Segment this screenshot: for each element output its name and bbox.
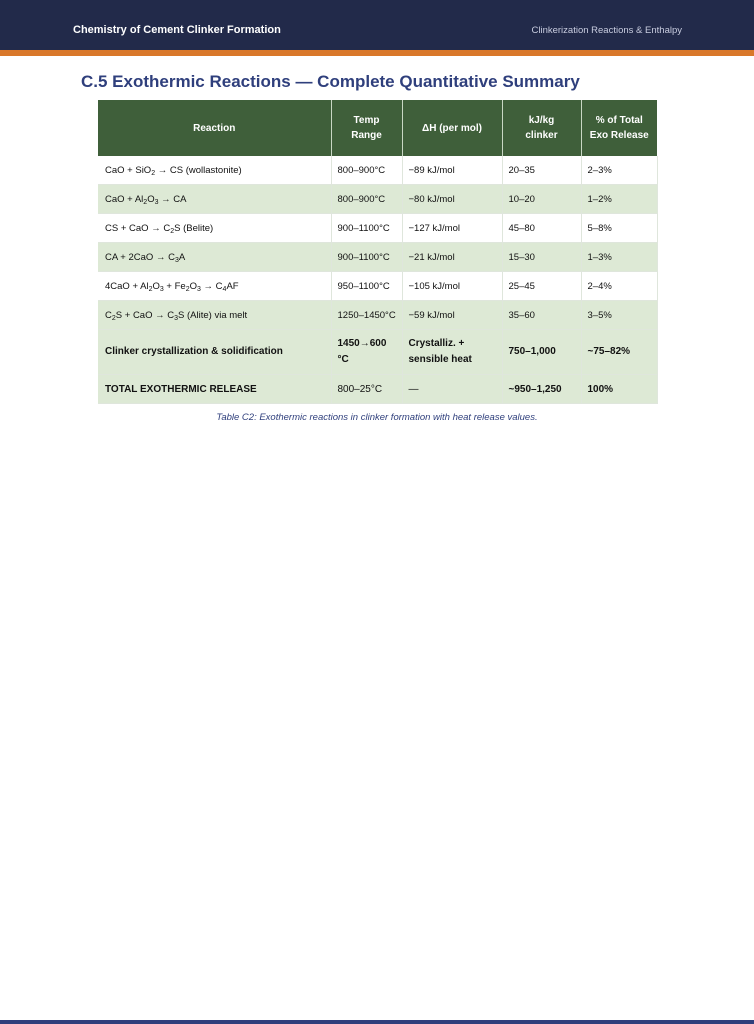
subscript: 2 [170, 227, 175, 235]
subscript: 3 [174, 256, 179, 264]
column-header-percent-total: % of Total Exo Release [581, 100, 657, 156]
subscript: 2 [148, 285, 153, 293]
total-row [98, 375, 657, 404]
cell-kj-per-kg: 45–80 [502, 214, 581, 243]
cell-temp: 800–900°C [331, 156, 402, 185]
column-header-reaction: Reaction [98, 100, 331, 156]
cell-reaction: $C_2S$ + CaO → $C_3S$ (Alite) via melt [98, 301, 331, 330]
cell-temp: 900–1100°C [331, 243, 402, 272]
header-subtitle: Clinkerization Reactions & Enthalpy [531, 25, 682, 36]
cell-temp: 800–900°C [331, 185, 402, 214]
crystallization-row [98, 330, 657, 375]
cell-delta-h: Crystalliz. + sensible heat [402, 330, 502, 375]
cell-temp: 800–25°C [331, 375, 402, 404]
cell-percent: 2–4% [581, 272, 657, 301]
cell-percent: 1–2% [581, 185, 657, 214]
cell-temp: 950–1100°C [331, 272, 402, 301]
cell-delta-h: −59 kJ/mol [402, 301, 502, 330]
section-title: C.5 Exothermic Reactions — Complete Quantitative Summary [81, 72, 580, 91]
cell-kj-per-kg: ~950–1,250 [502, 375, 581, 404]
table-row [98, 301, 657, 330]
cell-kj-per-kg: 35–60 [502, 301, 581, 330]
subscript: 2 [143, 198, 148, 206]
subscript: 3 [174, 314, 179, 322]
cell-percent: 3–5% [581, 301, 657, 330]
subscript: 3 [154, 198, 159, 206]
table-caption: Table C2: Exothermic reactions in clinker formation with heat release values. [216, 412, 538, 423]
cell-reaction: CaO + $Al_2O_3$ → CA [98, 185, 331, 214]
cell-percent: 5–8% [581, 214, 657, 243]
table-header-row [98, 100, 657, 156]
cell-percent: 100% [581, 375, 657, 404]
cell-percent: 1–3% [581, 243, 657, 272]
cell-percent: 2–3% [581, 156, 657, 185]
cell-reaction: TOTAL EXOTHERMIC RELEASE [98, 375, 331, 404]
table-row [98, 214, 657, 243]
subscript: 2 [111, 314, 116, 322]
column-header-kj-per-kg: kJ/kg clinker [502, 100, 581, 156]
cell-kj-per-kg: 20–35 [502, 156, 581, 185]
cell-temp: 900–1100°C [331, 214, 402, 243]
exothermic-reactions-table [98, 100, 658, 404]
cell-kj-per-kg: 25–45 [502, 272, 581, 301]
cell-kj-per-kg: 15–30 [502, 243, 581, 272]
subscript: 4 [222, 285, 227, 293]
subscript: 2 [151, 169, 156, 177]
cell-delta-h: −127 kJ/mol [402, 214, 502, 243]
cell-temp: 1450→600 °C [331, 330, 402, 375]
column-header-temp-range: Temp Range [331, 100, 402, 156]
cell-reaction: CaO + SiO$_2$ → CS (wollastonite) [98, 156, 331, 185]
cell-delta-h: −21 kJ/mol [402, 243, 502, 272]
cell-delta-h: — [402, 375, 502, 404]
cell-reaction: $4CaO + Al_2O_3 + Fe_2O_3 \to C_4AF$ [98, 272, 331, 301]
table-row [98, 156, 657, 185]
table-row [98, 272, 657, 301]
cell-reaction: CS + CaO → $C_2S$ (Belite) [98, 214, 331, 243]
footer-bar [0, 1020, 754, 1024]
cell-delta-h: −105 kJ/mol [402, 272, 502, 301]
cell-kj-per-kg: 750–1,000 [502, 330, 581, 375]
table-row [98, 243, 657, 272]
table-row [98, 185, 657, 214]
subscript: 2 [185, 285, 190, 293]
subscript: 3 [159, 285, 164, 293]
cell-delta-h: −80 kJ/mol [402, 185, 502, 214]
cell-percent: ~75–82% [581, 330, 657, 375]
page-header [0, 0, 754, 56]
cell-temp: 1250–1450°C [331, 301, 402, 330]
header-title: Chemistry of Cement Clinker Formation [73, 24, 281, 36]
subscript: 3 [197, 285, 201, 293]
cell-kj-per-kg: 10–20 [502, 185, 581, 214]
cell-delta-h: −89 kJ/mol [402, 156, 502, 185]
cell-reaction: CA + $2CaO \to C_3A$ [98, 243, 331, 272]
column-header-delta-h: ΔH (per mol) [402, 100, 502, 156]
cell-reaction: Clinker crystallization & solidification [98, 330, 331, 375]
